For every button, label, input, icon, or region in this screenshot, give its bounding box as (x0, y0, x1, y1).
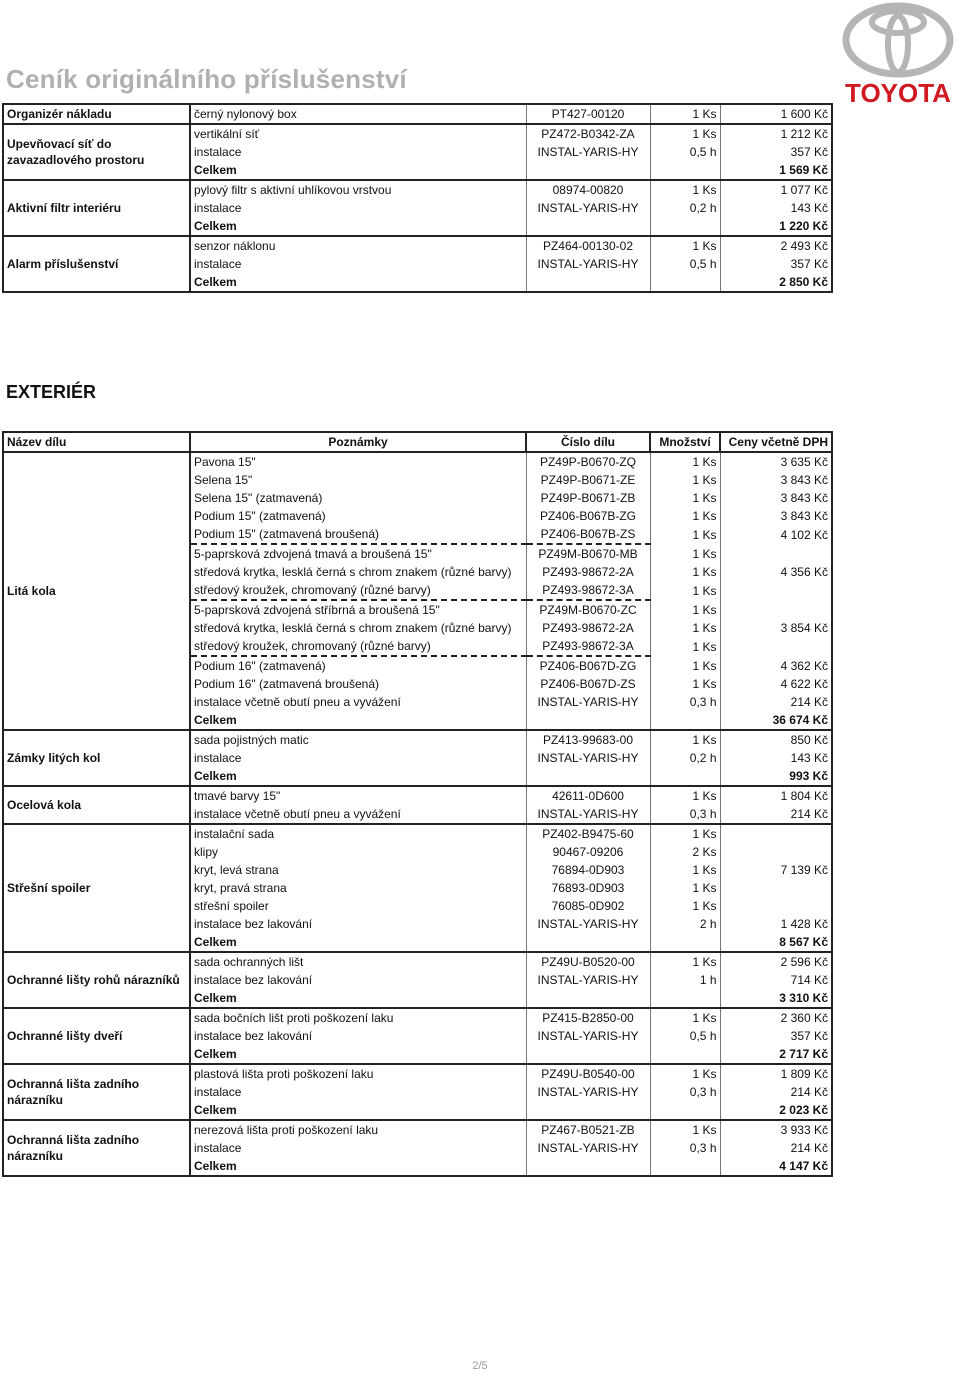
part-name: Upevňovací síť do zavazadlového prostoru (3, 124, 190, 180)
total-price: 2 717 Kč (720, 1045, 832, 1064)
empty-cell (650, 217, 720, 236)
quantity-cell: 1 Ks (650, 124, 720, 143)
part-name: Ochranná lišta zadního nárazníku (3, 1120, 190, 1176)
quantity-cell: 1 Ks (650, 637, 720, 656)
total-label: Celkem (190, 161, 526, 180)
note-cell: 5-paprsková zdvojená tmavá a broušená 15" (190, 544, 526, 563)
table-row (3, 952, 832, 971)
part-number-cell: PZ464-00130-02 (526, 236, 650, 255)
empty-cell (650, 767, 720, 786)
part-number-cell: PZ493-98672-2A (526, 563, 650, 581)
part-name: Alarm příslušenství (3, 236, 190, 292)
quantity-cell: 0,2 h (650, 199, 720, 217)
table-header-row (3, 432, 832, 452)
quantity-cell: 2 Ks (650, 843, 720, 861)
part-number-cell: PZ49U-B0540-00 (526, 1064, 650, 1083)
quantity-cell: 1 Ks (650, 180, 720, 199)
note-cell: vertikální síť (190, 124, 526, 143)
note-cell: instalace (190, 199, 526, 217)
part-number-cell: INSTAL-YARIS-HY (526, 915, 650, 933)
quantity-cell: 0,3 h (650, 693, 720, 711)
quantity-cell: 1 Ks (650, 675, 720, 693)
interior-price-table (2, 103, 833, 293)
note-cell: Selena 15" (190, 471, 526, 489)
price-cell: 850 Kč (720, 730, 832, 749)
part-number-cell: PZ49M-B0670-ZC (526, 600, 650, 619)
total-price: 4 147 Kč (720, 1157, 832, 1176)
table-row (3, 1008, 832, 1027)
part-name: Ochranné lišty dveří (3, 1008, 190, 1064)
part-number-cell: 90467-09206 (526, 843, 650, 861)
part-name: Organizér nákladu (3, 104, 190, 124)
quantity-cell: 1 Ks (650, 563, 720, 581)
quantity-cell: 0,2 h (650, 749, 720, 767)
part-number-cell: PZ493-98672-2A (526, 619, 650, 637)
table-row (3, 180, 832, 199)
table-row (3, 824, 832, 843)
part-name: Aktivní filtr interiéru (3, 180, 190, 236)
price-cell: 214 Kč (720, 805, 832, 824)
empty-cell (650, 711, 720, 730)
quantity-cell: 0,3 h (650, 805, 720, 824)
note-cell: instalace (190, 1139, 526, 1157)
part-number-cell: INSTAL-YARIS-HY (526, 693, 650, 711)
price-cell: 2 360 Kč (720, 1008, 832, 1027)
note-cell: instalace bez lakování (190, 1027, 526, 1045)
section-heading: EXTERIÉR (6, 382, 97, 402)
note-cell: středový kroužek, chromovaný (různé barvy) (190, 637, 526, 656)
note-cell: kryt, pravá strana (190, 879, 526, 897)
part-number-cell: 76894-0D903 (526, 861, 650, 879)
quantity-cell: 2 h (650, 915, 720, 933)
quantity-cell: 1 Ks (650, 1008, 720, 1027)
note-cell: instalace bez lakování (190, 971, 526, 989)
note-cell: tmavé barvy 15" (190, 786, 526, 805)
price-cell: 143 Kč (720, 199, 832, 217)
quantity-cell: 1 Ks (650, 619, 720, 637)
note-cell: Selena 15" (zatmavená) (190, 489, 526, 507)
column-header: Množství (650, 432, 720, 452)
part-number-cell: PZ402-B9475-60 (526, 824, 650, 843)
quantity-cell: 1 Ks (650, 104, 720, 124)
empty-cell (526, 1045, 650, 1064)
quantity-cell: 1 Ks (650, 452, 720, 471)
total-label: Celkem (190, 711, 526, 730)
empty-cell (650, 273, 720, 292)
empty-cell (526, 711, 650, 730)
note-cell: střešní spoiler (190, 897, 526, 915)
empty-cell (650, 933, 720, 952)
note-cell: sada bočních lišt proti poškození laku (190, 1008, 526, 1027)
price-cell: 2 493 Kč (720, 236, 832, 255)
quantity-cell: 1 Ks (650, 786, 720, 805)
price-cell: 3 933 Kč (720, 1120, 832, 1139)
note-cell: středová krytka, lesklá černá s chrom znakem (různé barvy) (190, 619, 526, 637)
note-cell: pylový filtr s aktivní uhlíkovou vrstvou (190, 180, 526, 199)
part-number-cell: PZ406-B067D-ZS (526, 675, 650, 693)
column-header: Název dílu (3, 432, 190, 452)
total-label: Celkem (190, 1157, 526, 1176)
note-cell: Podium 15" (zatmavená broušená) (190, 525, 526, 544)
table-row (3, 786, 832, 805)
empty-cell (650, 1101, 720, 1120)
part-name: Střešní spoiler (3, 824, 190, 952)
merged-price-cell: 7 139 Kč (720, 824, 832, 915)
empty-cell (526, 273, 650, 292)
toyota-emblem-icon (836, 0, 960, 80)
empty-cell (650, 989, 720, 1008)
part-number-cell: INSTAL-YARIS-HY (526, 749, 650, 767)
note-cell: klipy (190, 843, 526, 861)
part-number-cell: PZ49M-B0670-MB (526, 544, 650, 563)
note-cell: instalace bez lakování (190, 915, 526, 933)
part-number-cell: 08974-00820 (526, 180, 650, 199)
part-number-cell: PZ49U-B0520-00 (526, 952, 650, 971)
price-cell: 2 596 Kč (720, 952, 832, 971)
part-number-cell: 42611-0D600 (526, 786, 650, 805)
price-cell: 1 077 Kč (720, 180, 832, 199)
note-cell: Podium 16" (zatmavená broušená) (190, 675, 526, 693)
price-cell: 357 Kč (720, 143, 832, 161)
quantity-cell: 1 Ks (650, 471, 720, 489)
quantity-cell: 1 Ks (650, 236, 720, 255)
note-cell: Podium 16" (zatmavená) (190, 656, 526, 675)
part-name: Zámky litých kol (3, 730, 190, 786)
merged-price-cell: 4 356 Kč (720, 544, 832, 600)
quantity-cell: 1 Ks (650, 581, 720, 600)
table-row (3, 452, 832, 471)
brand-wordmark: TOYOTA (845, 78, 951, 108)
price-cell: 3 635 Kč (720, 452, 832, 471)
part-number-cell: INSTAL-YARIS-HY (526, 255, 650, 273)
note-cell: senzor náklonu (190, 236, 526, 255)
note-cell: Pavona 15" (190, 452, 526, 471)
quantity-cell: 0,3 h (650, 1083, 720, 1101)
empty-cell (526, 1157, 650, 1176)
empty-cell (650, 161, 720, 180)
table-row (3, 1064, 832, 1083)
note-cell: sada pojistných matic (190, 730, 526, 749)
price-cell: 1 600 Kč (720, 104, 832, 124)
quantity-cell: 1 Ks (650, 897, 720, 915)
total-label: Celkem (190, 217, 526, 236)
table-row (3, 124, 832, 143)
empty-cell (526, 933, 650, 952)
empty-cell (526, 767, 650, 786)
part-number-cell: 76085-0D902 (526, 897, 650, 915)
quantity-cell: 1 Ks (650, 544, 720, 563)
quantity-cell: 1 Ks (650, 1120, 720, 1139)
price-cell: 1 809 Kč (720, 1064, 832, 1083)
note-cell: Podium 15" (zatmavená) (190, 507, 526, 525)
note-cell: 5-paprsková zdvojená stříbrná a broušená 15" (190, 600, 526, 619)
quantity-cell: 1 Ks (650, 879, 720, 897)
part-number-cell: INSTAL-YARIS-HY (526, 971, 650, 989)
price-cell: 1 428 Kč (720, 915, 832, 933)
part-number-cell: INSTAL-YARIS-HY (526, 1027, 650, 1045)
note-cell: instalace (190, 143, 526, 161)
toyota-logo (836, 0, 960, 110)
quantity-cell: 1 Ks (650, 656, 720, 675)
total-price: 36 674 Kč (720, 711, 832, 730)
part-number-cell: INSTAL-YARIS-HY (526, 199, 650, 217)
quantity-cell: 1 Ks (650, 824, 720, 843)
note-cell: instalace včetně obutí pneu a vyvážení (190, 693, 526, 711)
table-row (3, 730, 832, 749)
part-number-cell: PZ415-B2850-00 (526, 1008, 650, 1027)
part-number-cell: PZ493-98672-3A (526, 637, 650, 656)
part-number-cell: PZ467-B0521-ZB (526, 1120, 650, 1139)
quantity-cell: 1 Ks (650, 489, 720, 507)
part-number-cell: PZ493-98672-3A (526, 581, 650, 600)
total-price: 1 569 Kč (720, 161, 832, 180)
note-cell: instalace včetně obutí pneu a vyvážení (190, 805, 526, 824)
note-cell: kryt, levá strana (190, 861, 526, 879)
note-cell: středový kroužek, chromovaný (různé barvy) (190, 581, 526, 600)
total-price: 2 850 Kč (720, 273, 832, 292)
note-cell: středová krytka, lesklá černá s chrom znakem (různé barvy) (190, 563, 526, 581)
part-number-cell: INSTAL-YARIS-HY (526, 805, 650, 824)
quantity-cell: 1 Ks (650, 861, 720, 879)
part-name: Ochranná lišta zadního nárazníku (3, 1064, 190, 1120)
price-cell: 3 843 Kč (720, 507, 832, 525)
part-number-cell: PZ472-B0342-ZA (526, 124, 650, 143)
note-cell: instalace (190, 255, 526, 273)
quantity-cell: 0,3 h (650, 1139, 720, 1157)
part-name: Ocelová kola (3, 786, 190, 824)
quantity-cell: 0,5 h (650, 255, 720, 273)
empty-cell (526, 161, 650, 180)
price-cell: 4 362 Kč (720, 656, 832, 675)
empty-cell (650, 1157, 720, 1176)
note-cell: nerezová lišta proti poškození laku (190, 1120, 526, 1139)
price-cell: 3 843 Kč (720, 471, 832, 489)
total-label: Celkem (190, 933, 526, 952)
quantity-cell: 1 Ks (650, 525, 720, 544)
part-number-cell: PZ49P-B0671-ZB (526, 489, 650, 507)
price-cell: 4 622 Kč (720, 675, 832, 693)
price-cell: 4 102 Kč (720, 525, 832, 544)
empty-cell (526, 1101, 650, 1120)
total-label: Celkem (190, 1045, 526, 1064)
price-cell: 357 Kč (720, 255, 832, 273)
part-name: Litá kola (3, 452, 190, 730)
part-number-cell: PZ406-B067D-ZG (526, 656, 650, 675)
price-cell: 1 212 Kč (720, 124, 832, 143)
quantity-cell: 1 h (650, 971, 720, 989)
quantity-cell: 1 Ks (650, 600, 720, 619)
part-number-cell: PZ49P-B0671-ZE (526, 471, 650, 489)
part-number-cell: PZ406-B067B-ZG (526, 507, 650, 525)
part-number-cell: PZ413-99683-00 (526, 730, 650, 749)
total-price: 8 567 Kč (720, 933, 832, 952)
price-cell: 214 Kč (720, 693, 832, 711)
note-cell: sada ochranných lišt (190, 952, 526, 971)
part-number-cell: PZ406-B067B-ZS (526, 525, 650, 544)
column-header: Ceny včetně DPH (720, 432, 832, 452)
price-cell: 214 Kč (720, 1139, 832, 1157)
empty-cell (526, 989, 650, 1008)
note-cell: instalace (190, 1083, 526, 1101)
total-label: Celkem (190, 273, 526, 292)
part-number-cell: 76893-0D903 (526, 879, 650, 897)
part-number-cell: INSTAL-YARIS-HY (526, 1083, 650, 1101)
total-price: 993 Kč (720, 767, 832, 786)
quantity-cell: 0,5 h (650, 143, 720, 161)
total-label: Celkem (190, 767, 526, 786)
part-number-cell: INSTAL-YARIS-HY (526, 143, 650, 161)
empty-cell (650, 1045, 720, 1064)
price-cell: 1 804 Kč (720, 786, 832, 805)
total-label: Celkem (190, 989, 526, 1008)
quantity-cell: 0,5 h (650, 1027, 720, 1045)
table-row (3, 236, 832, 255)
quantity-cell: 1 Ks (650, 507, 720, 525)
price-cell: 714 Kč (720, 971, 832, 989)
total-label: Celkem (190, 1101, 526, 1120)
total-price: 2 023 Kč (720, 1101, 832, 1120)
quantity-cell: 1 Ks (650, 1064, 720, 1083)
note-cell: černý nylonový box (190, 104, 526, 124)
page-title: Ceník originálního příslušenství (6, 64, 407, 94)
quantity-cell: 1 Ks (650, 952, 720, 971)
total-price: 3 310 Kč (720, 989, 832, 1008)
total-price: 1 220 Kč (720, 217, 832, 236)
empty-cell (526, 217, 650, 236)
part-number-cell: INSTAL-YARIS-HY (526, 1139, 650, 1157)
table-row (3, 104, 832, 124)
quantity-cell: 1 Ks (650, 730, 720, 749)
note-cell: instalační sada (190, 824, 526, 843)
price-cell: 357 Kč (720, 1027, 832, 1045)
table-row (3, 1120, 832, 1139)
merged-price-cell: 3 854 Kč (720, 600, 832, 656)
note-cell: instalace (190, 749, 526, 767)
exterior-price-table (2, 431, 833, 1177)
part-name: Ochranné lišty rohů nárazníků (3, 952, 190, 1008)
part-number-cell: PZ49P-B0670-ZQ (526, 452, 650, 471)
price-cell: 3 843 Kč (720, 489, 832, 507)
page-number: 2/5 (472, 1360, 488, 1372)
note-cell: plastová lišta proti poškození laku (190, 1064, 526, 1083)
price-cell: 214 Kč (720, 1083, 832, 1101)
column-header: Číslo dílu (526, 432, 650, 452)
column-header: Poznámky (190, 432, 526, 452)
part-number-cell: PT427-00120 (526, 104, 650, 124)
price-cell: 143 Kč (720, 749, 832, 767)
